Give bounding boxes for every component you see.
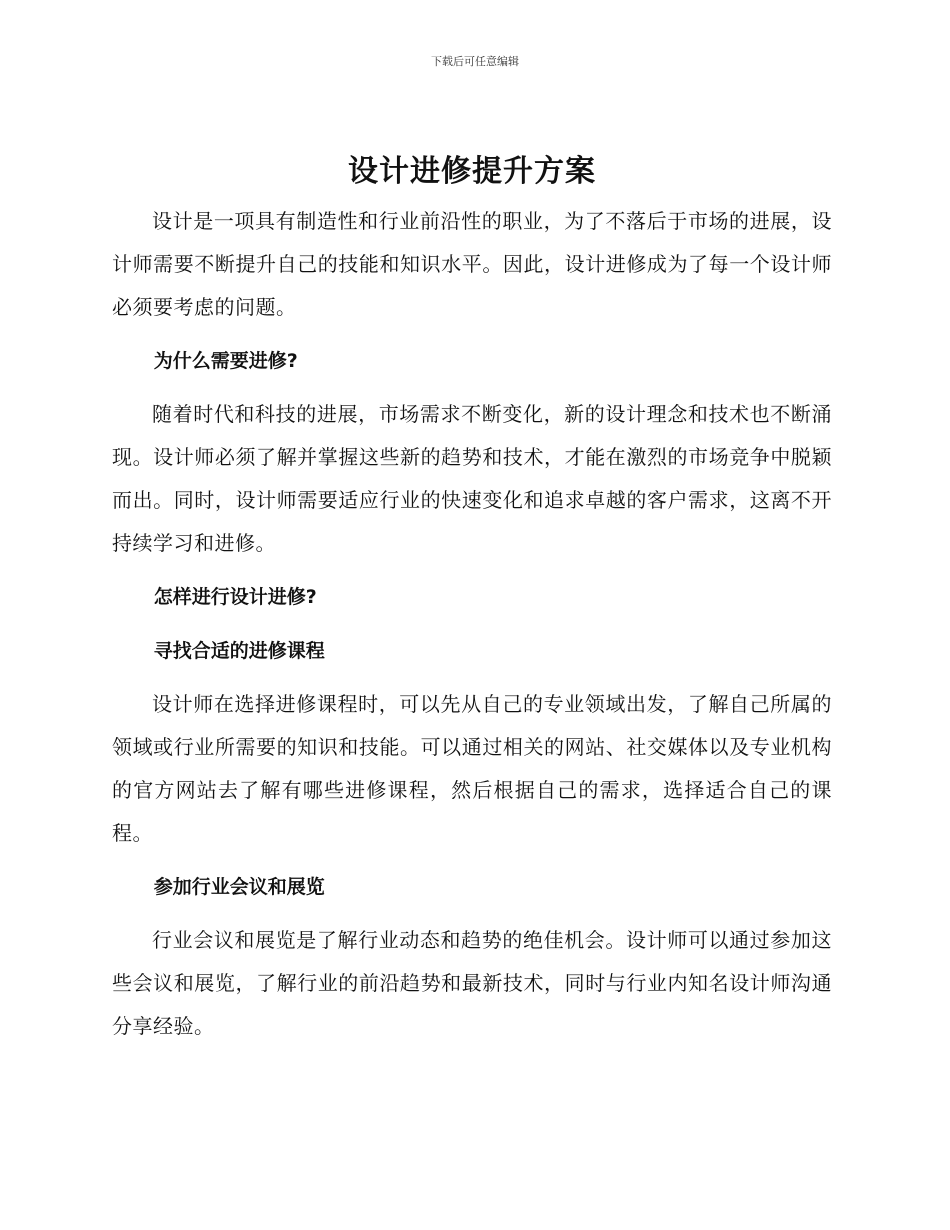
why-paragraph: 随着时代和科技的进展，市场需求不断变化，新的设计理念和技术也不断涌现。设计师必须了解并掌握这些新的趋势和技术，才能在激烈的市场竞争中脱颖而出。同时，设计师需要适应行业的快速变化和追求卓越的客户需求，这离不开持续学习和进修。 [112,402,832,555]
conference-paragraph: 行业会议和展览是了解行业动态和趋势的绝佳机会。设计师可以通过参加这些会议和展览，了解行业的前沿趋势和最新技术，同时与行业内知名设计师沟通分享经验。 [112,928,832,1038]
course-paragraph: 设计师在选择进修课程时，可以先从自己的专业领域出发，了解自己所属的领域或行业所需要的知识和技能。可以通过相关的网站、社交媒体以及专业机构的官方网站去了解有哪些进修课程，然后根据自己的需求，选择适合自己的课程。 [112,692,832,845]
conference-heading: 参加行业会议和展览 [153,876,325,898]
why-heading: 为什么需要进修? [153,350,298,372]
document-body [112,150,832,1058]
intro-paragraph: 设计是一项具有制造性和行业前沿性的职业，为了不落后于市场的进展，设计师需要不断提升自己的技能和知识水平。因此，设计进修成为了每一个设计师必须要考虑的问题。 [112,209,832,319]
document-title: 设计进修提升方案 [348,154,596,189]
header-note: 下载后可任意编辑 [431,55,519,68]
how-heading: 怎样进行设计进修? [153,586,317,608]
course-heading: 寻找合适的进修课程 [153,640,325,662]
